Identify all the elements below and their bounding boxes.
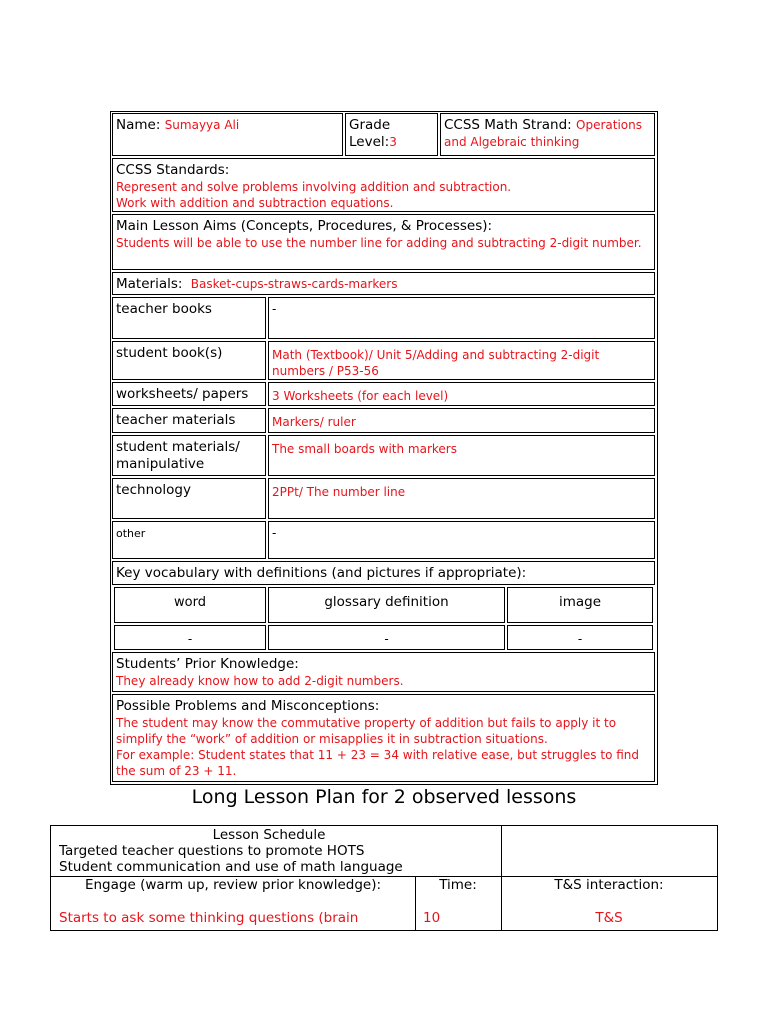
student-materials-label: student materials/ manipulative: [112, 435, 266, 476]
problems-text1: The student may know the commutative property of addition but fails to apply it to simplify the “work” of addition or misapplies it in subtraction situations.: [116, 716, 617, 746]
vocabulary-cell: [112, 561, 655, 585]
time-header: Time:: [439, 877, 477, 893]
problems-cell: [112, 694, 655, 782]
student-books-value: Math (Textbook)/ Unit 5/Adding and subtracting 2-digit numbers / P53-56: [268, 341, 655, 380]
vocab-row-definition: -: [268, 625, 505, 650]
problems-label: Possible Problems and Misconceptions:: [116, 698, 380, 714]
engage-header: Engage (warm up, review prior knowledge):: [84, 877, 382, 893]
vocab-row-image: -: [507, 625, 653, 650]
name-label: Name:: [116, 117, 161, 133]
standards-line1: Represent and solve problems involving addition and subtraction.: [116, 180, 512, 194]
standards-line2: Work with addition and subtraction equations.: [116, 196, 394, 210]
strand-value-line1: Operations: [576, 118, 642, 132]
name-value: Sumayya Ali: [164, 118, 240, 132]
schedule-communication: Student communication and use of math language: [59, 859, 403, 875]
schedule-hots: Targeted teacher questions to promote HOTS: [59, 843, 365, 859]
ts-value: T&S: [595, 910, 623, 926]
materials-cell: [112, 272, 655, 295]
standards-cell: [112, 158, 655, 212]
aims-cell: [112, 214, 655, 270]
grade-value: 3: [389, 135, 397, 149]
teacher-materials-label: teacher materials: [112, 408, 266, 433]
lesson-schedule-table: [50, 825, 718, 931]
time-value: 10: [423, 910, 441, 926]
divider: [501, 826, 502, 876]
schedule-heading: Lesson Schedule: [212, 827, 326, 843]
vocabulary-label: Key vocabulary with definitions (and pictures if appropriate):: [116, 565, 527, 581]
vocab-row-word: -: [114, 625, 266, 650]
student-materials-value: The small boards with markers: [268, 435, 655, 476]
vocab-col-image: image: [507, 587, 653, 623]
aims-text: Students will be able to use the number line for adding and subtracting 2-digit number.: [116, 236, 642, 250]
standards-label: CCSS Standards:: [116, 162, 230, 178]
technology-label: technology: [112, 478, 266, 519]
student-books-label: student book(s): [112, 341, 266, 380]
problems-text2: For example: Student states that 11 + 23 = 34 with relative ease, but struggles to find the sum of 23 + 11.: [116, 748, 640, 778]
worksheets-value: 3 Worksheets (for each level): [268, 382, 655, 406]
grade-cell: [345, 113, 438, 156]
technology-value: 2PPt/ The number line: [268, 478, 655, 519]
ts-header: T&S interaction:: [554, 877, 664, 893]
teacher-books-label: teacher books: [112, 297, 266, 339]
teacher-books-value: -: [268, 297, 655, 339]
other-label: other: [112, 521, 266, 559]
teacher-materials-value: Markers/ ruler: [268, 408, 655, 433]
grade-label-line2: Level:: [349, 134, 390, 150]
strand-cell: [440, 113, 655, 156]
other-value: -: [268, 521, 655, 559]
worksheets-label: worksheets/ papers: [112, 382, 266, 406]
aims-label: Main Lesson Aims (Concepts, Procedures, & Processes):: [116, 218, 493, 234]
strand-value-line2: and Algebraic thinking: [444, 135, 580, 149]
prior-text: They already know how to add 2-digit numbers.: [116, 674, 404, 688]
vocab-col-definition: glossary definition: [268, 587, 505, 623]
name-cell: [112, 113, 343, 156]
materials-value: Basket-cups-straws-cards-markers: [190, 277, 398, 291]
engage-text: Starts to ask some thinking questions (brain: [59, 910, 359, 926]
prior-label: Students’ Prior Knowledge:: [116, 656, 299, 672]
materials-label: Materials:: [116, 276, 183, 292]
grade-label-line1: Grade: [349, 117, 391, 133]
vocab-col-word: word: [114, 587, 266, 623]
prior-knowledge-cell: [112, 652, 655, 692]
page-title: Long Lesson Plan for 2 observed lessons: [191, 786, 577, 808]
strand-label: CCSS Math Strand:: [444, 117, 572, 133]
